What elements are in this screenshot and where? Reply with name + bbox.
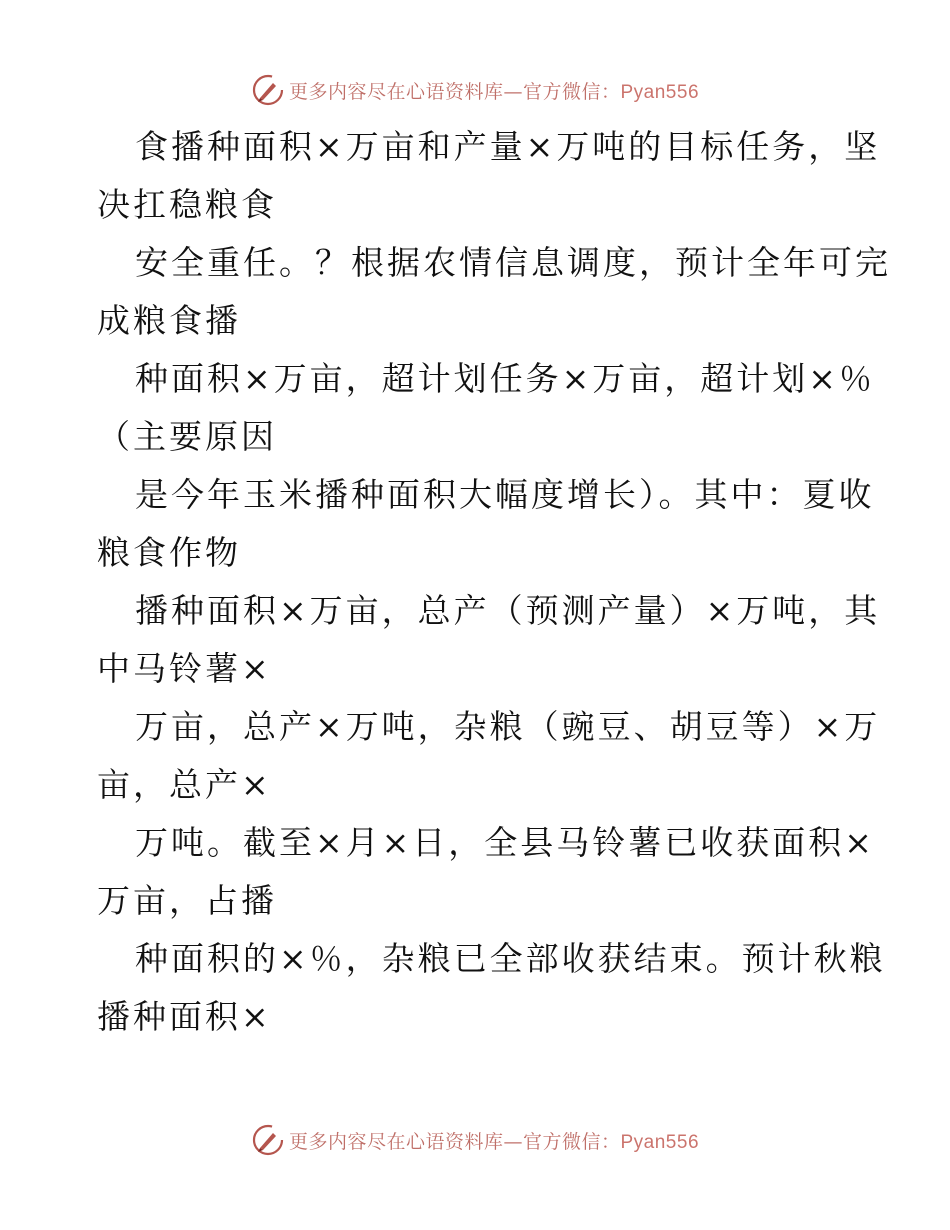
text-line: 万吨。截至×月×日，全县马铃薯已收获面积×: [135, 823, 875, 862]
document-body: [97, 118, 891, 1046]
text-line: （主要原因: [97, 417, 277, 456]
text-line: 中马铃薯×: [97, 649, 272, 688]
text-line: 万亩，总产×万吨，杂粮（豌豆、胡豆等）×万: [135, 707, 881, 746]
text-line: 播种面积×: [97, 997, 272, 1036]
header-watermark: [0, 70, 950, 110]
text-line: 种面积×万亩，超计划任务×万亩，超计划×％: [135, 359, 875, 398]
text-line: 食播种面积×万亩和产量×万吨的目标任务，坚: [135, 127, 881, 166]
text-line: 种面积的×％，杂粮已全部收获结束。预计秋粮: [135, 939, 886, 978]
text-line: 成粮食播: [97, 301, 241, 340]
text-line: 安全重任。？根据农情信息调度，预计全年可完: [135, 243, 891, 282]
text-line: 万亩，占播: [97, 881, 277, 920]
text-line: 是今年玉米播种面积大幅度增长）。其中：夏收: [135, 475, 875, 514]
pen-logo-icon: [251, 73, 285, 107]
pen-logo-icon: [251, 1123, 285, 1157]
footer-watermark: [0, 1120, 950, 1160]
text-line: 粮食作物: [97, 533, 241, 572]
text-line: 播种面积×万亩，总产（预测产量）×万吨，其: [135, 591, 881, 630]
watermark-text: 更多内容尽在心语资料库—官方微信：Pyan556: [288, 1130, 700, 1153]
text-line: 亩，总产×: [97, 765, 272, 804]
watermark-handle: Pyan556: [620, 81, 700, 103]
watermark-handle: Pyan556: [620, 1131, 700, 1153]
text-line: 决扛稳粮食: [97, 185, 277, 224]
watermark-text: 更多内容尽在心语资料库—官方微信：Pyan556: [288, 80, 700, 103]
